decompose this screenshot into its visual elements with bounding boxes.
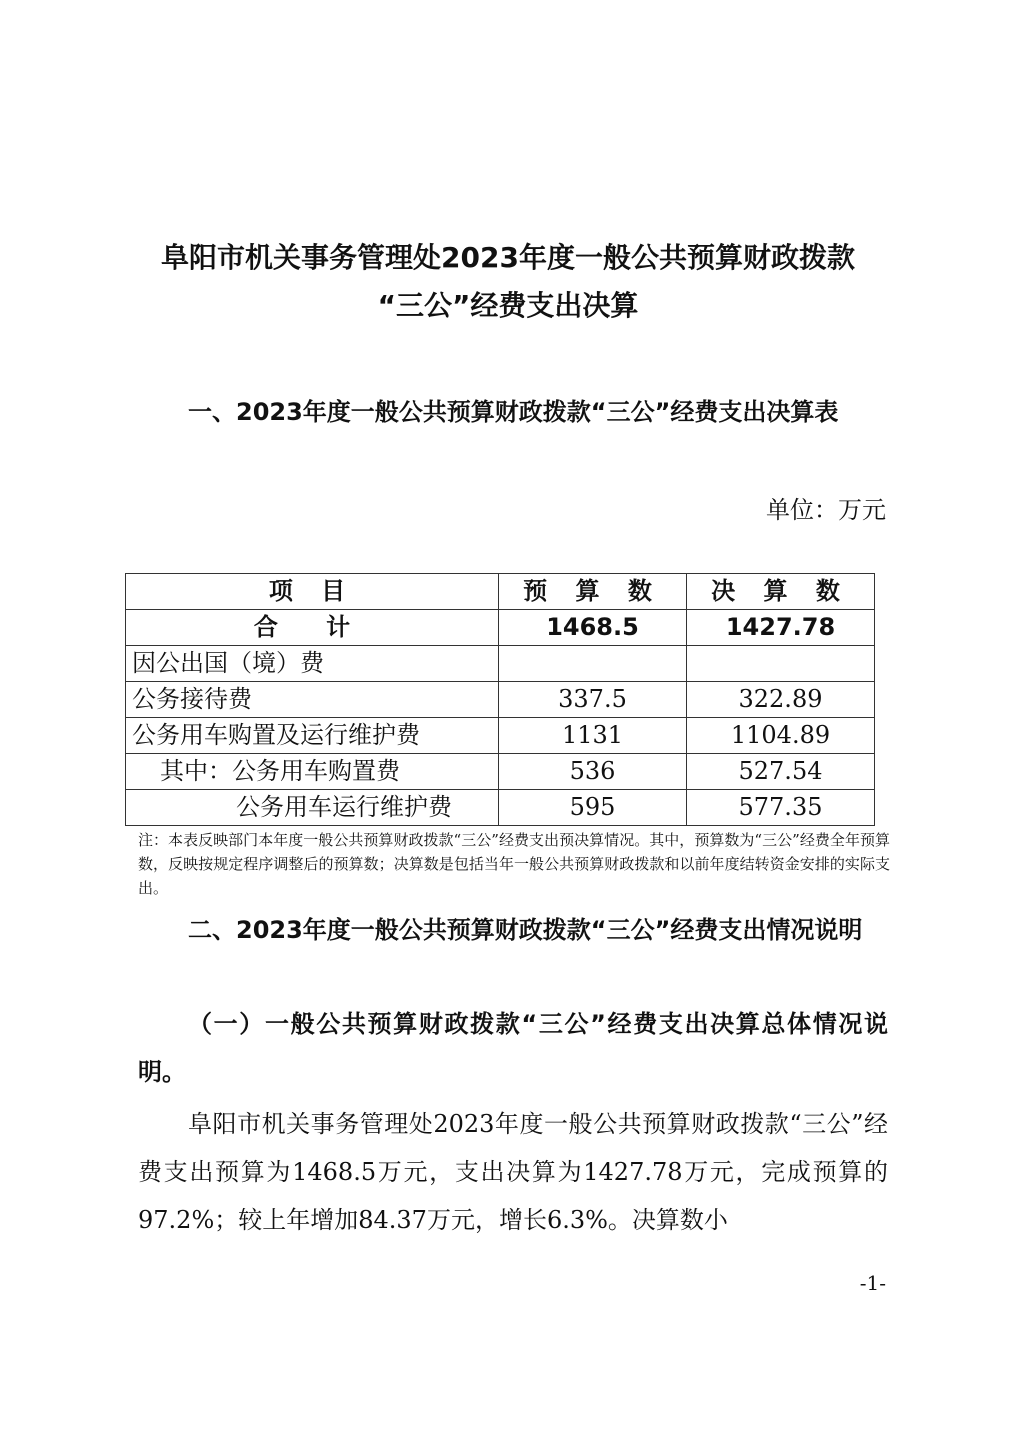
table-note: 注：本表反映部门本年度一般公共预算财政拨款“三公”经费支出预决算情况。其中，预算数为“三公”经费全年预算数，反映按规定程序调整后的预算数；决算数是包括当年一般公共预算财政拨款和以前年度结转资金安排的实际支出。 [138,831,890,897]
table-row [126,790,875,826]
page-number: -1- [859,1271,886,1295]
row-actual [687,646,875,682]
table-row [126,718,875,754]
three-public-expenses-table [125,573,875,826]
table-header-row [126,574,875,610]
row-item: 公务用车运行维护费 [126,790,499,826]
total-label: 合 计 [126,610,499,646]
row-budget: 1131 [499,718,687,754]
row-budget: 536 [499,754,687,790]
row-budget: 337.5 [499,682,687,718]
row-actual: 1104.89 [687,718,875,754]
header-budget: 预 算 数 [499,574,687,610]
table-total-row [126,610,875,646]
row-item: 其中：公务用车购置费 [126,754,499,790]
row-item: 因公出国（境）费 [126,646,499,682]
row-item: 公务用车购置及运行维护费 [126,718,499,754]
subsection1-heading: （一）一般公共预算财政拨款“三公”经费支出决算总体情况说明。 [138,1010,888,1086]
document-title-line2: “三公”经费支出决算 [377,289,639,322]
row-actual: 527.54 [687,754,875,790]
row-budget: 595 [499,790,687,826]
row-actual: 577.35 [687,790,875,826]
row-actual: 322.89 [687,682,875,718]
table-row [126,646,875,682]
section1-heading: 一、2023年度一般公共预算财政拨款“三公”经费支出决算表 [188,398,839,426]
total-budget: 1468.5 [499,610,687,646]
row-budget [499,646,687,682]
section2-heading: 二、2023年度一般公共预算财政拨款“三公”经费支出情况说明 [188,916,863,944]
header-actual: 决 算 数 [687,574,875,610]
document-title-line1: 阜阳市机关事务管理处2023年度一般公共预算财政拨款 [161,241,855,274]
row-item: 公务接待费 [126,682,499,718]
table-row [126,682,875,718]
summary-paragraph: 阜阳市机关事务管理处2023年度一般公共预算财政拨款“三公”经费支出预算为1468.5万元，支出决算为1427.78万元，完成预算的97.2%；较上年增加84.37万元，增长6.3%。决算数小 [138,1110,888,1234]
header-item: 项 目 [126,574,499,610]
table-row [126,754,875,790]
total-actual: 1427.78 [687,610,875,646]
unit-label: 单位：万元 [766,496,886,524]
